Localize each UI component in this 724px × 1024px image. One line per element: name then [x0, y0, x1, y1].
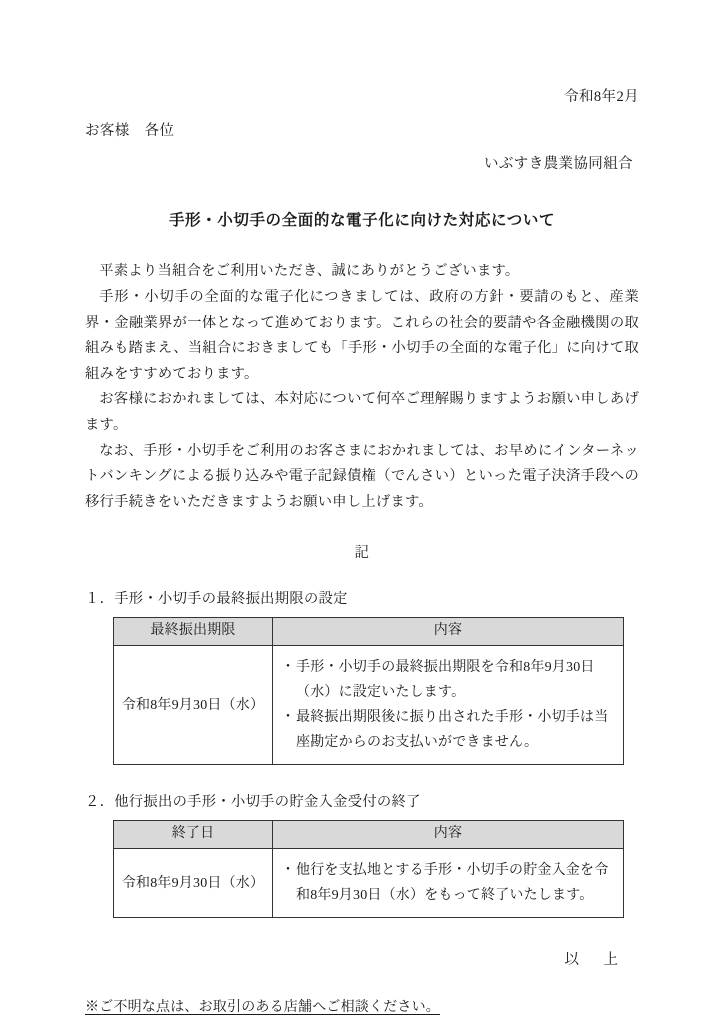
section-2 — [85, 794, 639, 918]
footer-note — [85, 996, 639, 1016]
paragraph-3: お客様におかれましては、本対応について何卒ご理解賜りますようお願い申しあげます。 — [85, 391, 639, 433]
body-paragraphs — [85, 259, 639, 515]
final-issue-deadline-table — [113, 617, 624, 766]
paragraph-2: 手形・小切手の全面的な電子化につきましては、政府の方針・要請のもと、産業界・金融業界が一体となって進めております。これらの社会的要請や各金融機関の取組みも踏まえ、当組合におきましても「手形・小切手の全面的な電子化」に向けて取組みをすすめております。 — [85, 289, 639, 382]
sender-organization: いぶすき農業協同組合 — [484, 155, 633, 172]
list-item: ・ 他行を支払地とする手形・小切手の貯金入金を令和8年9月30日（水）をもって終了いたします。 — [283, 858, 615, 908]
footer-note-text: ※ご不明な点は、お取引のある店舗へご相談ください。 — [85, 1000, 440, 1016]
deadline-content-cell — [273, 646, 624, 765]
addressee-line: お客様 各位 — [85, 122, 175, 139]
page-title: 手形・小切手の全面的な電子化に向けた対応について — [168, 211, 556, 229]
deposit-acceptance-end-table — [113, 820, 624, 919]
bullet-list — [283, 655, 615, 755]
section-1 — [85, 591, 639, 765]
deadline-date-value: 令和8年9月30日（水） — [114, 646, 273, 765]
table-header-row — [114, 617, 624, 646]
table-row — [114, 646, 624, 765]
list-item: ・ 手形・小切手の最終振出期限を令和8年9月30日（水）に設定いたします。 — [283, 655, 615, 705]
ki-marker: 記 — [354, 545, 370, 562]
section-1-heading: １．手形・小切手の最終振出期限の設定 — [85, 591, 348, 608]
table-header-end-date: 終了日 — [114, 820, 273, 849]
paragraph-1: 平素より当組合をご利用いただき、誠にありがとうございます。 — [99, 263, 520, 280]
section-2-heading: ２．他行振出の手形・小切手の貯金入金受付の終了 — [85, 794, 421, 811]
closing-marker: 以 上 — [564, 952, 623, 969]
end-date-value: 令和8年9月30日（水） — [114, 849, 273, 918]
table-header-deadline: 最終振出期限 — [114, 617, 273, 646]
table-header-content: 内容 — [273, 820, 624, 849]
bullet-list — [283, 858, 615, 908]
table-row — [114, 849, 624, 918]
table-header-row — [114, 820, 624, 849]
document-date: 令和8年2月 — [564, 89, 639, 105]
paragraph-4: なお、手形・小切手をご利用のお客さまにおかれましては、お早めにインターネットバンキングによる振り込みや電子記録債権（でんさい）といった電子決済手段への移行手続きをいただきますようお願い申し上げます。 — [85, 442, 639, 510]
end-date-content-cell — [273, 849, 624, 918]
document-content — [85, 0, 639, 1016]
list-item: ・ 最終振出期限後に振り出された手形・小切手は当座勘定からのお支払いができません。 — [283, 705, 615, 755]
table-header-content: 内容 — [273, 617, 624, 646]
